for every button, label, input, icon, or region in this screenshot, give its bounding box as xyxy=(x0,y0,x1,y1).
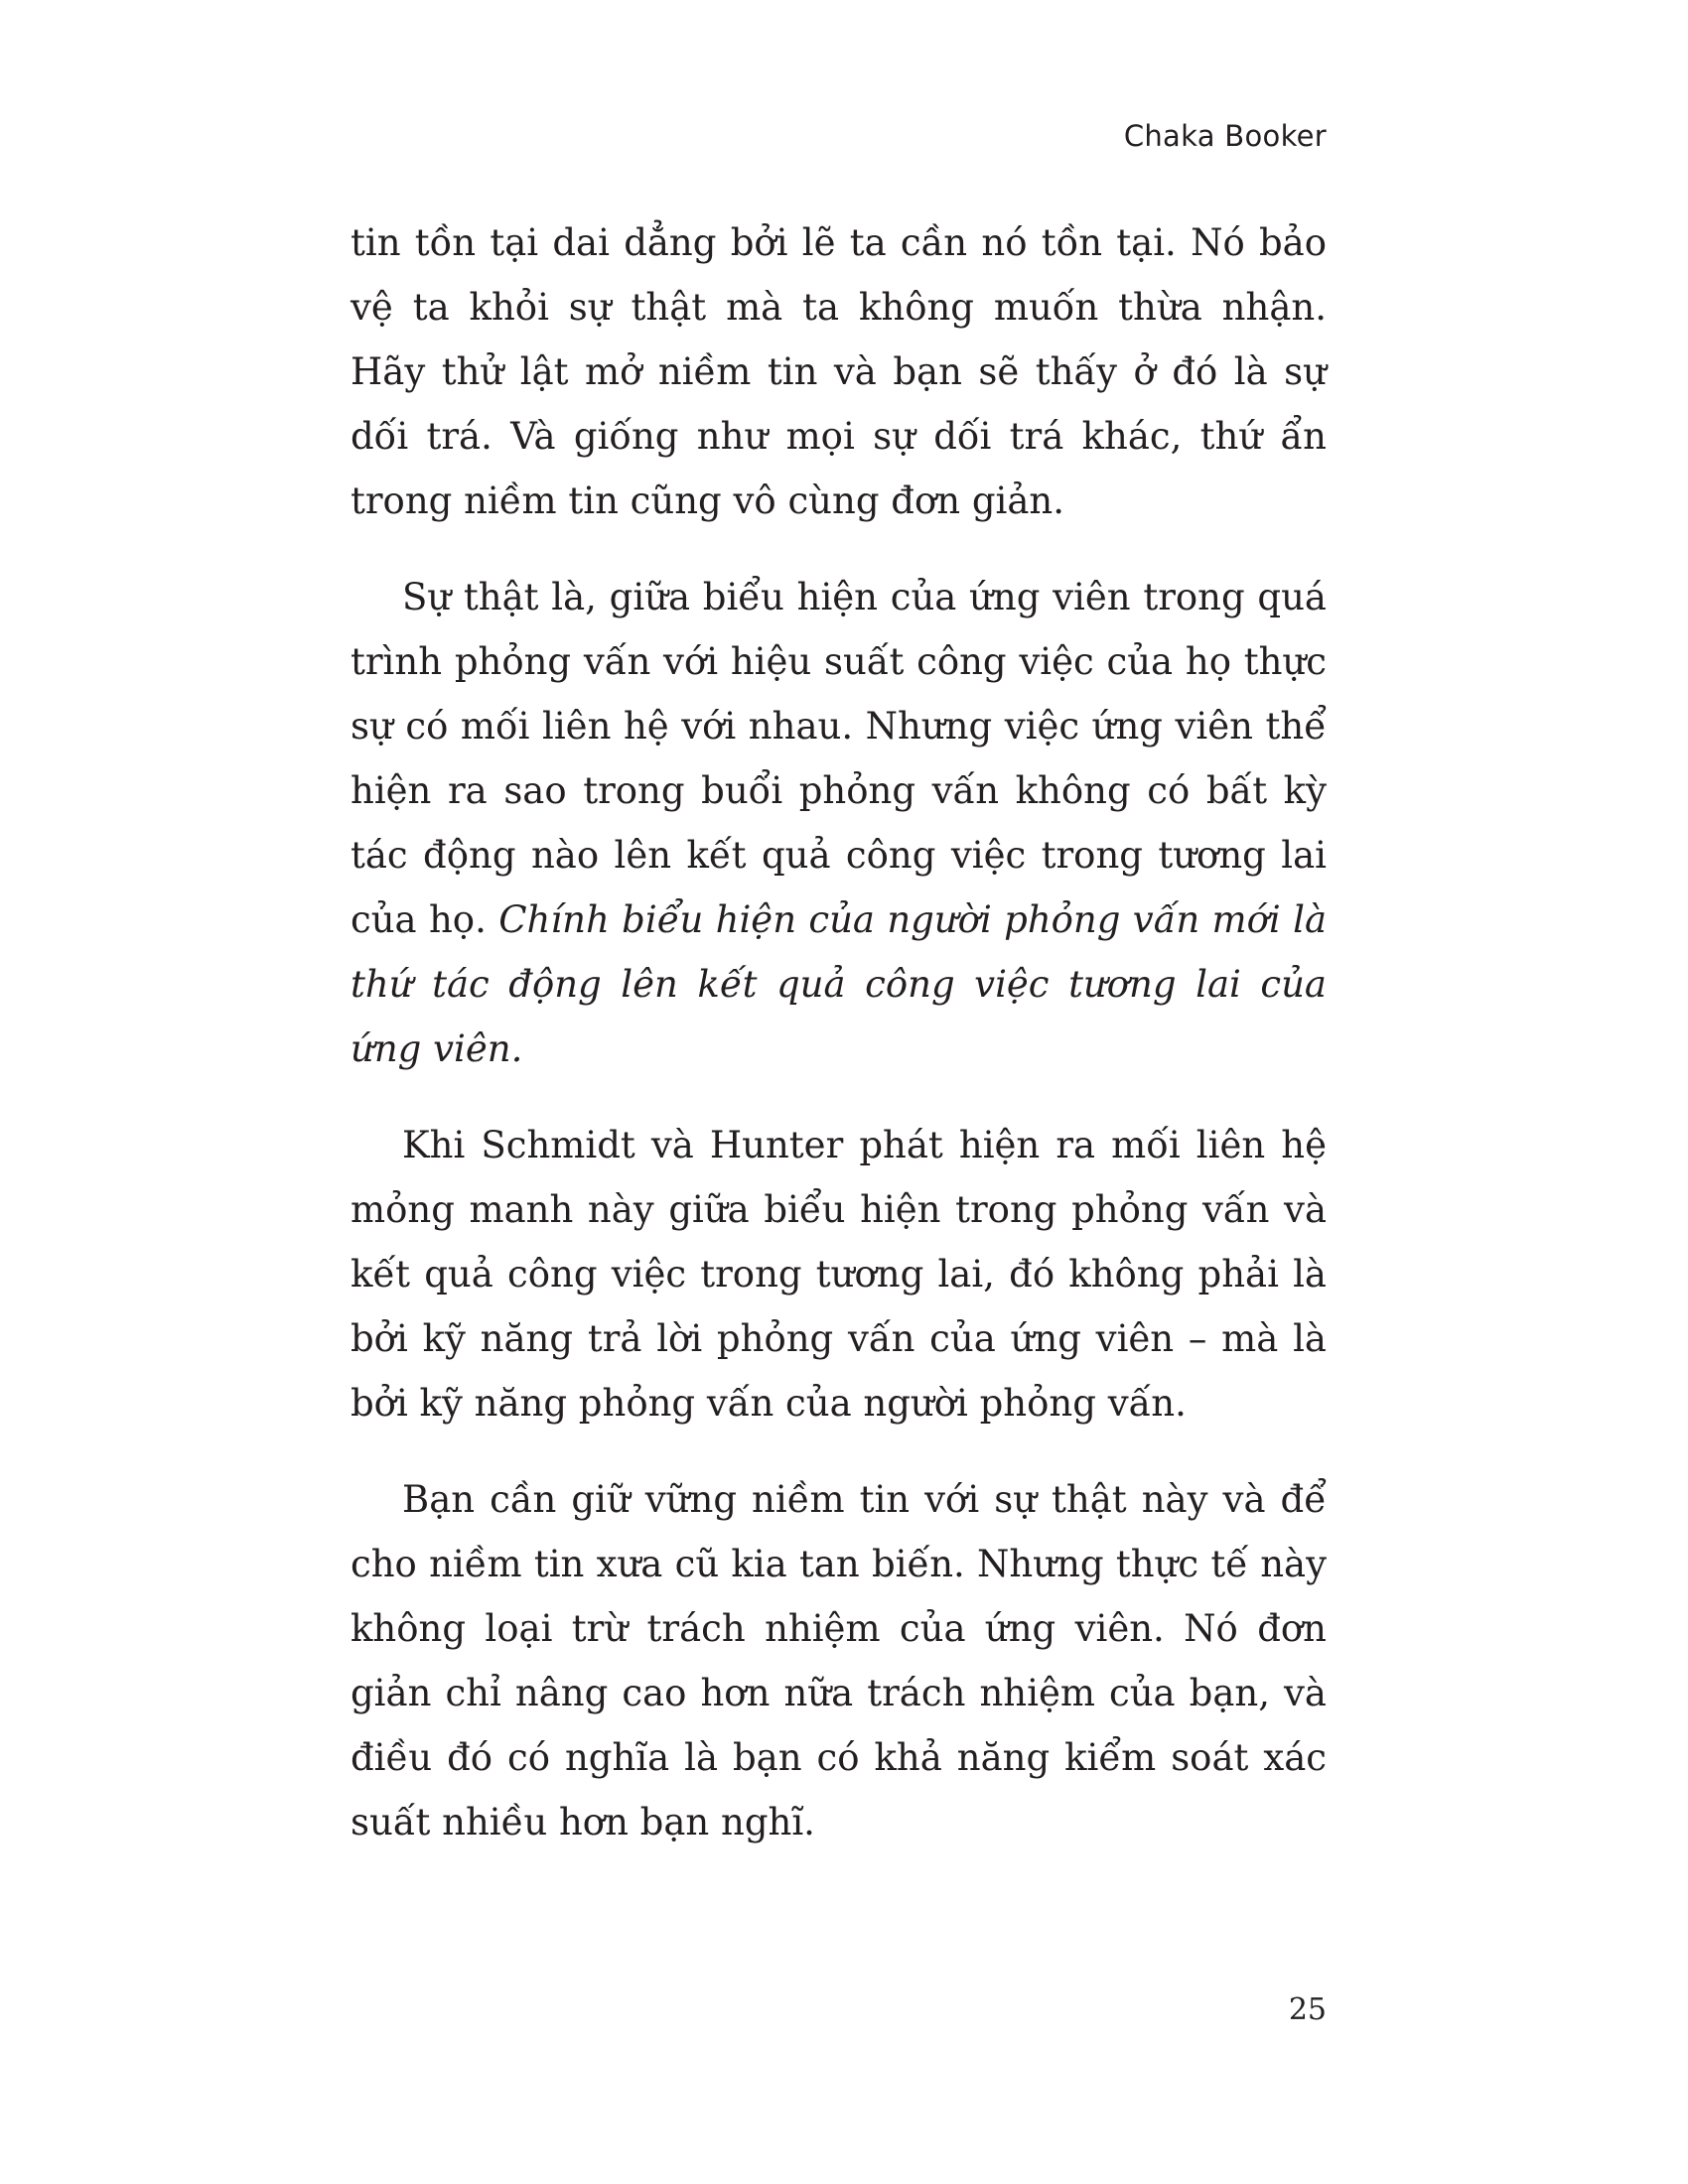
paragraph-3 xyxy=(351,1113,1327,1435)
paragraph-3-text: Khi Schmidt và Hunter phát hiện ra mối liên hệ mỏng manh này giữa biểu hiện trong phỏng vấn và kết quả công việc trong tương lai, đó không phải là bởi kỹ năng trả lời phỏng vấn của ứng viên – mà là bởi kỹ năng phỏng vấn của người phỏng vấn. xyxy=(351,1124,1327,1425)
paragraph-2-italic-emphasis: Chính biểu hiện của người phỏng vấn mới là thứ tác động lên kết quả công việc tương lai của ứng viên. xyxy=(351,898,1327,1070)
page-number: 25 xyxy=(1288,1992,1327,2027)
paragraph-4-text: Bạn cần giữ vững niềm tin với sự thật này và để cho niềm tin xưa cũ kia tan biến. Nhưng thực tế này không loại trừ trách nhiệm của ứng viên. Nó đơn giản chỉ nâng cao hơn nữa trách nhiệm của bạn, và điều đó có nghĩa là bạn có khả năng kiểm soát xác suất nhiều hơn bạn nghĩ. xyxy=(351,1478,1327,1843)
paragraph-1-text: tin tồn tại dai dẳng bởi lẽ ta cần nó tồn tại. Nó bảo vệ ta khỏi sự thật mà ta không muốn thừa nhận. Hãy thử lật mở niềm tin và bạn sẽ thấy ở đó là sự dối trá. Và giống như mọi sự dối trá khác, thứ ẩn trong niềm tin cũng vô cùng đơn giản. xyxy=(351,221,1327,522)
paragraph-2 xyxy=(351,565,1327,1081)
paragraph-2-text: Sự thật là, giữa biểu hiện của ứng viên trong quá trình phỏng vấn với hiệu suất công việc của họ thực sự có mối liên hệ với nhau. Nhưng việc ứng viên thể hiện ra sao trong buổi phỏng vấn không có bất kỳ tác động nào lên kết quả công việc trong tương lai của họ. xyxy=(351,576,1327,941)
paragraph-4 xyxy=(351,1467,1327,1854)
running-header-author: Chaka Booker xyxy=(1123,119,1327,153)
paragraph-1 xyxy=(351,210,1327,533)
book-page-body xyxy=(351,210,1327,1886)
